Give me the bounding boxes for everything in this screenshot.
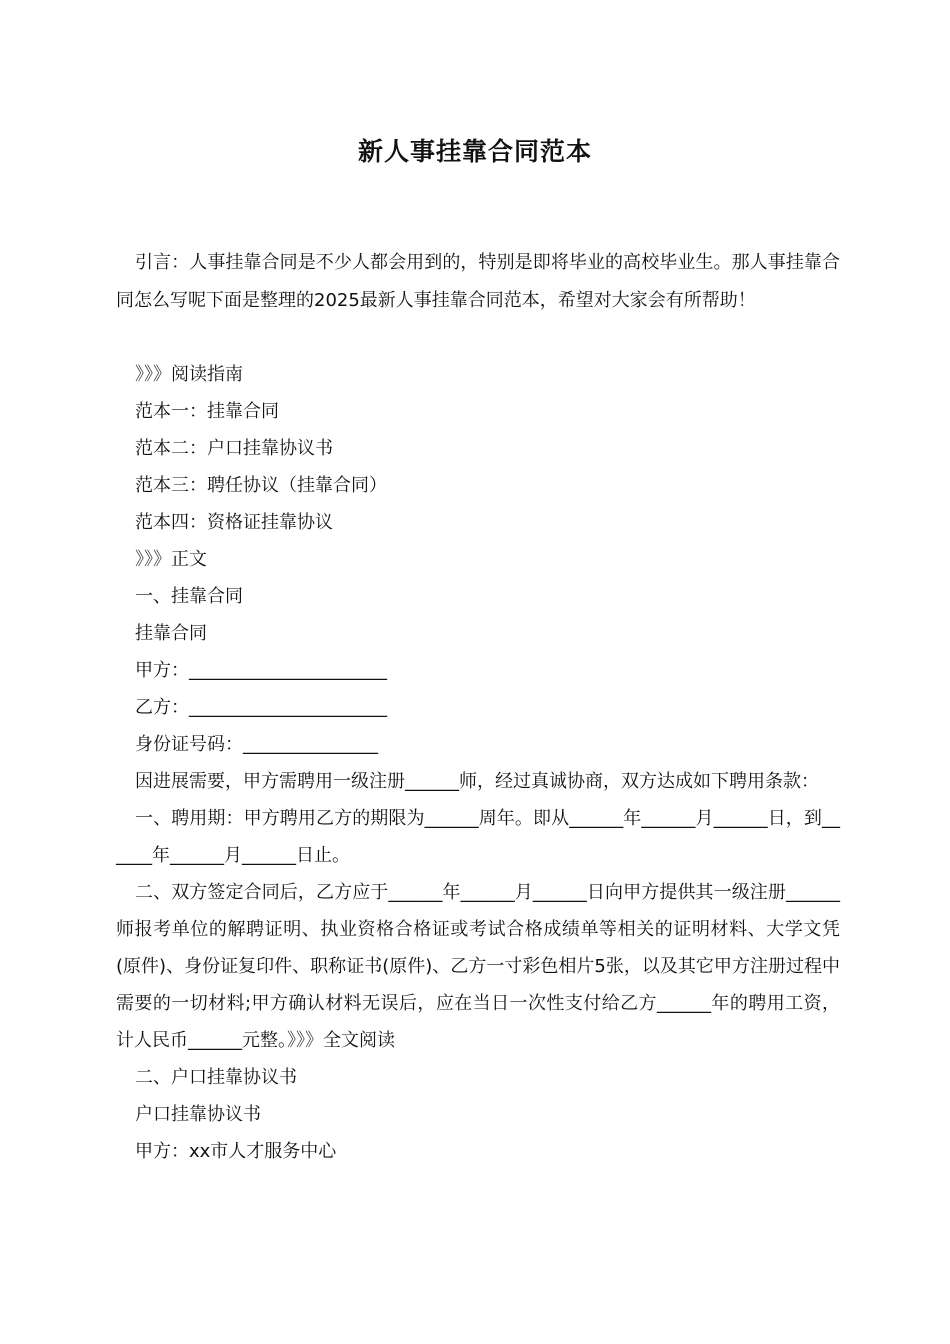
intro-paragraph: 引言：人事挂靠合同是不少人都会用到的，特别是即将毕业的高校毕业生。那人事挂靠合同怎么写呢下面是整理的2025最新人事挂靠合同范本，希望对大家会有所帮助！ — [116, 252, 840, 311]
document-title: 新人事挂靠合同范本 — [357, 137, 592, 166]
main-text-heading: 》》》正文 — [135, 549, 207, 570]
party-a-line-2: 甲方：xx市人才服务中心 — [135, 1141, 337, 1162]
document-body — [116, 356, 840, 1170]
contract-title-2: 户口挂靠协议书 — [135, 1104, 261, 1125]
contract-title-1: 挂靠合同 — [135, 623, 207, 644]
guide-link-template-3[interactable]: 范本三：聘任协议（挂靠合同） — [135, 475, 387, 496]
reading-guide-heading[interactable]: 》》》阅读指南 — [135, 364, 243, 385]
id-number-line: 身份证号码：_______________ — [135, 734, 378, 755]
section-heading-2: 二、户口挂靠协议书 — [135, 1067, 297, 1088]
preamble-paragraph: 因进展需要，甲方需聘用一级注册______师，经过真诚协商，双方达成如下聘用条款： — [135, 771, 819, 792]
guide-link-template-1[interactable]: 范本一：挂靠合同 — [135, 401, 279, 422]
section-heading-1: 一、挂靠合同 — [135, 586, 243, 607]
party-b-line: 乙方：______________________ — [135, 697, 387, 718]
guide-link-template-4[interactable]: 范本四：资格证挂靠协议 — [135, 512, 333, 533]
party-a-line: 甲方：______________________ — [135, 660, 387, 681]
guide-link-template-2[interactable]: 范本二：户口挂靠协议书 — [135, 438, 333, 459]
clause-2-paragraph: 二、双方签定合同后，乙方应于______年______月______日向甲方提供其一级注册______师报考单位的解聘证明、执业资格合格证或考试合格成绩单等相关的证明材料、大学文凭(原件)、身份证复印件、职称证书(原件)、乙方一寸彩色相片5张，以及其它甲方注册过程中需要的一切材料;甲方确认材料无误后，应在当日一次性支付给乙方______年的聘用工资，计人民币______元整。》》》全文阅读 — [116, 882, 840, 1051]
clause-1-paragraph: 一、聘用期：甲方聘用乙方的期限为______周年。即从______年______月______日，到______年______月______日止。 — [116, 808, 840, 866]
